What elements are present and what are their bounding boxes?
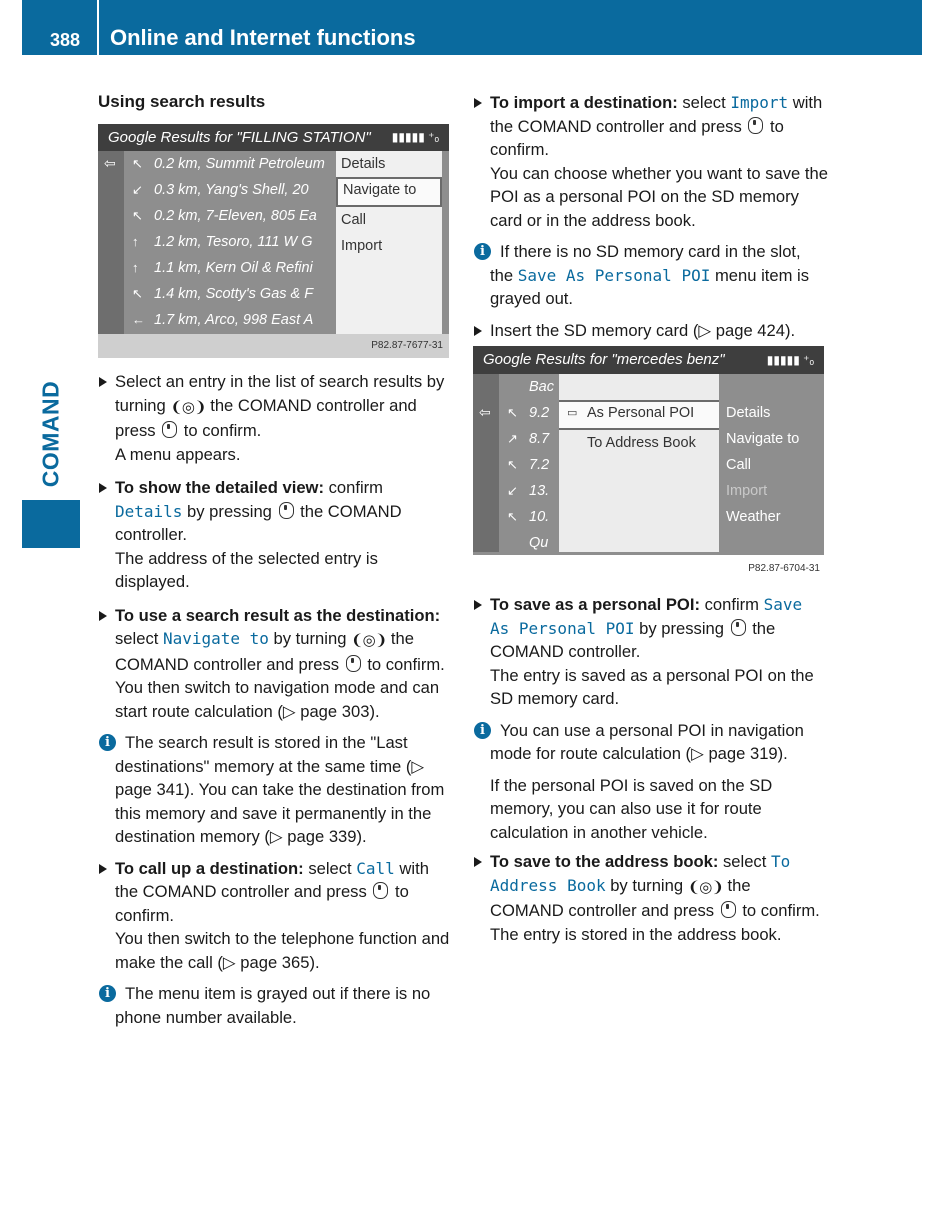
direction-icon: ↑: [132, 234, 139, 249]
instruction-insert-sd-card: Insert the SD memory card (▷ page 424).: [473, 319, 828, 343]
menu-item-call[interactable]: Call: [726, 457, 751, 473]
menu-item-navigate-to[interactable]: Navigate to: [726, 431, 800, 447]
menu-code-save-as-personal-poi: Save As Personal POI: [490, 595, 803, 638]
signal-icon: ▮▮▮▮▮ ⁺ₒ: [391, 130, 439, 144]
list-item[interactable]: ↖ 7.2: [499, 452, 559, 478]
info-icon: i: [99, 734, 116, 751]
list-item[interactable]: ↖ 0.2 km, Summit Petroleum: [124, 151, 436, 177]
image-code: P82.87-6704-31: [748, 563, 820, 574]
menu-item-navigate-to[interactable]: Navigate to: [336, 177, 442, 207]
direction-icon: ↖: [507, 457, 518, 472]
rotate-controller-icon: ❨◎❩: [351, 632, 387, 649]
list-item[interactable]: ↖ 0.2 km, 7-Eleven, 805 Ea: [124, 203, 436, 229]
screen-import-menu: [473, 346, 824, 555]
list-item[interactable]: ↑ 1.2 km, Tesoro, 111 W G: [124, 229, 436, 255]
section-side-label: COMAND: [37, 380, 64, 488]
info-icon: i: [474, 243, 491, 260]
screen-title-bar: [473, 346, 824, 374]
direction-icon: ↙: [132, 182, 143, 197]
signal-icon: ▮▮▮▮▮ ⁺ₒ: [766, 353, 814, 367]
list-item[interactable]: ↑ 1.1 km, Kern Oil & Refini: [124, 255, 436, 281]
press-controller-icon: [748, 117, 763, 134]
instruction-save-address-book: To save to the address book: select To Address Book by turning ❨◎❩ the COMAND controller and press to confirm. The entry is stored in the address book.: [473, 850, 828, 946]
right-instructions-top: [473, 91, 828, 350]
press-controller-icon: [721, 901, 736, 918]
back-icon: ⇦: [479, 404, 491, 420]
direction-icon: ↑: [132, 260, 139, 275]
context-menu: [336, 151, 442, 334]
menu-item-details[interactable]: Details: [341, 156, 386, 172]
direction-icon: ↖: [132, 208, 143, 223]
results-list: [499, 374, 559, 552]
rotate-controller-icon: ❨◎❩: [687, 878, 723, 896]
menu-code-details: Details: [115, 501, 183, 521]
menu-item-weather[interactable]: Weather: [726, 509, 781, 525]
direction-icon: ←: [132, 312, 145, 327]
list-item[interactable]: ← 1.7 km, Arco, 998 East A: [124, 307, 436, 333]
back-column: [98, 151, 124, 334]
list-item[interactable]: ↙ 13.: [499, 478, 559, 504]
menu-code-import: Import: [730, 93, 789, 112]
direction-icon: ↖: [507, 509, 518, 524]
instruction-select-entry: Select an entry in the list of search results by turning ❨◎❩ the COMAND controller and press to confirm. A menu appears.: [98, 370, 453, 466]
screen-title-bar: [98, 124, 449, 151]
press-controller-icon: [373, 882, 388, 899]
press-controller-icon: [279, 502, 294, 519]
page-header: [22, 0, 922, 55]
info-note-personal-poi: i You can use a personal POI in navigation mode for route calculation (▷ page 319).: [473, 719, 828, 766]
direction-icon: ↗: [507, 431, 518, 446]
instruction-use-as-destination: To use a search result as the destination: select Navigate to by turning ❨◎❩ the COMAND controller and press to confirm. You then switch to navigation mode and can start route calculation (▷ page 303).: [98, 604, 453, 724]
list-item[interactable]: Qu: [529, 535, 549, 551]
screen-title: Google Results for "FILLING STATION": [108, 129, 371, 146]
instruction-save-personal-poi: To save as a personal POI: confirm Save As Personal POI by pressing the COMAND controller. The entry is saved as a personal POI on the SD memory card.: [473, 593, 828, 711]
info-icon: i: [474, 722, 491, 739]
card-icon: ▭: [567, 407, 578, 419]
menu-item-call[interactable]: Call: [341, 212, 366, 228]
direction-icon: ↖: [507, 405, 518, 420]
right-instructions-bottom: [473, 593, 828, 954]
menu-code-navigate-to: Navigate to: [162, 629, 269, 648]
menu-code-save-as-personal-poi: Save As Personal POI: [517, 265, 711, 285]
import-submenu: [559, 374, 719, 552]
menu-item-import[interactable]: Import: [341, 238, 383, 254]
left-instructions: [98, 370, 453, 1037]
list-item[interactable]: ↙ 0.3 km, Yang's Shell, 20: [124, 177, 436, 203]
info-note-grayed-out: i The menu item is grayed out if there is no phone number available.: [98, 982, 453, 1029]
screen-search-results: [98, 124, 449, 358]
press-controller-icon: [346, 655, 361, 672]
header-divider: [97, 0, 99, 55]
page-title: Online and Internet functions: [110, 25, 416, 50]
direction-icon: ↖: [132, 286, 143, 301]
menu-code-call: Call: [356, 858, 395, 878]
page-number: 388: [50, 30, 81, 50]
list-item[interactable]: Bac: [529, 379, 554, 395]
info-note-personal-poi-extra: If the personal POI is saved on the SD memory, you can also use it for route calculation in another vehicle.: [490, 775, 773, 842]
press-controller-icon: [731, 619, 746, 636]
instruction-call-destination: To call up a destination: select Call with the COMAND controller and press to confirm. You then switch to the telephone function and make the call (▷ page 365).: [98, 857, 453, 975]
list-item[interactable]: ↖ 1.4 km, Scotty's Gas & F: [124, 281, 436, 307]
menu-item-details[interactable]: Details: [726, 405, 771, 421]
submenu-item-as-personal-poi[interactable]: ▭ As Personal POI: [559, 400, 719, 430]
info-note-last-destinations: i The search result is stored in the "Last destinations" memory at the same time (▷ page 341). You can take the destination from this memory and save it permanently in the destination memory (▷ page 339).: [98, 731, 453, 849]
list-item[interactable]: ↗ 8.7: [499, 426, 559, 452]
left-column: [98, 90, 453, 124]
info-icon: i: [99, 985, 116, 1002]
section-heading: Using search results: [98, 92, 266, 111]
list-item[interactable]: ↖ 9.2: [499, 400, 559, 426]
section-side-tab: [22, 500, 80, 548]
menu-item-import[interactable]: Import: [726, 483, 768, 499]
menu-code-to-address-book: To Address Book: [490, 852, 791, 895]
rotate-controller-icon: ❨◎❩: [170, 398, 206, 416]
list-item[interactable]: ↖ 10.: [499, 504, 559, 530]
context-menu: [723, 374, 819, 552]
direction-icon: ↙: [507, 483, 518, 498]
instruction-import-destination: To import a destination: select Import with the COMAND controller and press to confirm. You can choose whether you want to save the POI as a personal POI on the SD memory card or in the address book.: [473, 91, 828, 232]
submenu-item-to-address-book[interactable]: To Address Book: [587, 435, 696, 451]
back-icon: ⇦: [104, 155, 116, 171]
press-controller-icon: [162, 421, 177, 438]
image-code: P82.87-7677-31: [98, 334, 449, 358]
back-column: [473, 374, 499, 552]
direction-icon: ↖: [132, 156, 143, 171]
instruction-detailed-view: To show the detailed view: confirm Details by pressing the COMAND controller. The address of the selected entry is displayed.: [98, 476, 453, 594]
screen-title: Google Results for "mercedes benz": [483, 351, 725, 368]
info-note-sd-card: i If there is no SD memory card in the slot, the Save As Personal POI menu item is grayed out.: [473, 240, 828, 311]
